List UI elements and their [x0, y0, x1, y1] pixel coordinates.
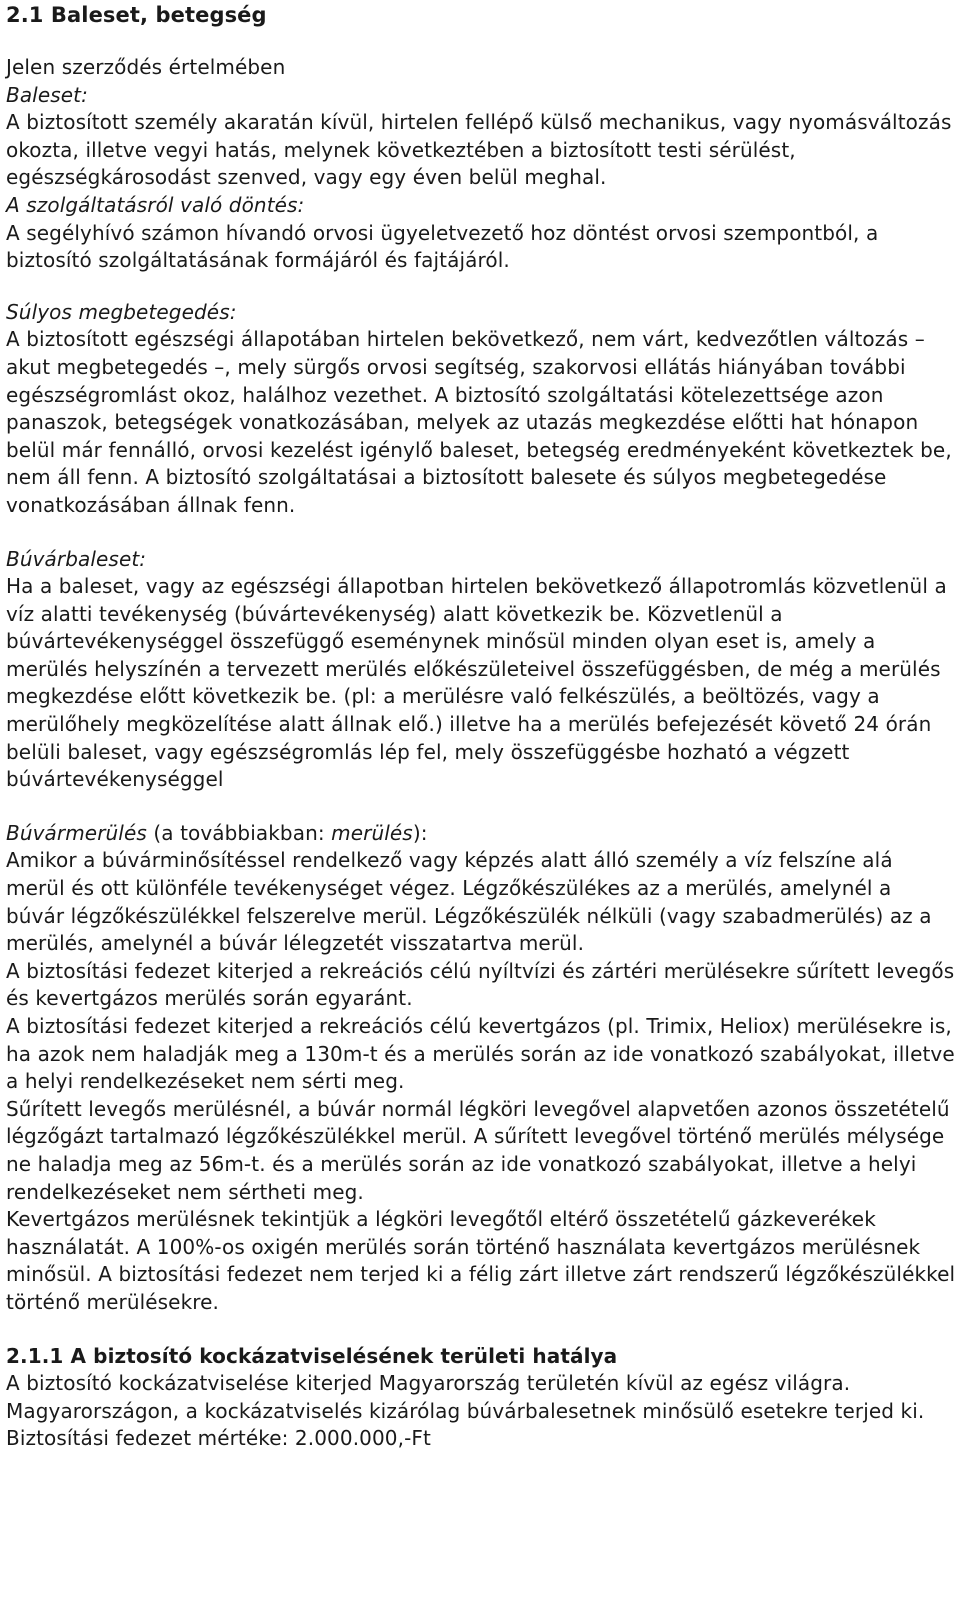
term-buvarmerules-mid: (a továbbiakban: — [146, 820, 332, 845]
definition-sulyos-megbetegedes: A biztosított egészségi állapotában hirtelen bekövetkező, nem várt, kedvezőtlen változás – akut megbetegedés –, mely sürgős orvosi segítség, szakorvosi ellátás hiányában további egészségromlást okoz, halálhoz vezethet. A biztosító szolgáltatási kötelezettsége azon panaszok, betegségek vonatkozásában, melyek az utazás megkezdése előtti hat hónapon belül már fennálló, orvosi kezelést igénylő baleset, betegség eredményeként következtek be, nem áll fenn. A biztosító szolgáltatásai a biztosított balesete és súlyos megbetegedése vonatkozásában állnak fenn. — [6, 327, 952, 517]
intro-text: Jelen szerződés értelmében — [6, 55, 286, 79]
paragraph-fedezet-1: A biztosítási fedezet kiterjed a rekreációs célú nyíltvízi és zártéri merülésekre sűrített levegős és kevertgázos merülés során egyaránt. — [6, 958, 955, 1011]
definition-buvarmerules: Amikor a búvárminősítéssel rendelkező vagy képzés alatt álló személy a víz felszíne alá merül és ott különféle tevékenységet végez. Légzőkészülékes az a merülés, amelynél a búvár légzőkészülékkel felszerelve merül. Légzőkészülék nélküli (vagy szabadmerülés) az a merülés, amelynél a búvár lélegzetét visszatartva merül. — [6, 848, 932, 956]
term-szolgaltatas-dontes: A szolgáltatásról való döntés: — [6, 192, 305, 217]
document-page — [6, 0, 956, 1453]
definition-baleset: A biztosított személy akaratán kívül, hirtelen fellépő külső mechanikus, vagy nyomásváltozás okozta, illetve vegyi hatás, melynek következtében a biztosított testi sérülést, egészségkárosodást szenved, vagy egy éven belül meghal. — [6, 110, 952, 190]
paragraph-suritett-levego: Sűrített levegős merülésnél, a búvár normál légköri levegővel alapvetően azonos összetételű légzőgázt tartalmazó légzőkészülékkel merül. A sűrített levegővel történő merülés mélysége ne haladja meg az 56m-t. és a merülés során az ide vonatkozó szabályokat, illetve a helyi rendelkezéseket nem sértheti meg. — [6, 1096, 950, 1204]
term-merules: merülés — [331, 820, 413, 845]
term-buvarbaleset: Búvárbaleset: — [6, 546, 147, 571]
term-buvarmerules-line — [6, 820, 956, 848]
definition-szolgaltatas-dontes: A segélyhívó számon hívandó orvosi ügyeletvezető hoz döntést orvosi szempontból, a biztosító szolgáltatásának formájáról és fajtájáról. — [6, 220, 879, 273]
term-buvarmerules-end: ): — [412, 820, 428, 845]
term-sulyos-megbetegedes: Súlyos megbetegedés: — [6, 299, 237, 324]
definition-buvarbaleset: Ha a baleset, vagy az egészségi állapotban hirtelen bekövetkező állapotromlás közvetlenül a víz alatti tevékenység (búvártevékenység) alatt következik be. Közvetlenül a búvártevékenységgel összefüggő eseménynek minősül minden olyan eset is, amely a merülés helyszínén a tervezett merülés előkészületeivel összefüggésben, de még a merülés megkezdése előtt következik be. (pl: a merülésre való felkészülés, a beöltözés, vagy a merülőhely megközelítése alatt állnak elő.) illetve ha a merülés befejezését követő 24 órán belüli baleset, vagy egészségromlás lép fel, mely összefüggésbe hozható a végzett búvártevékenységgel — [6, 574, 947, 792]
paragraph-fedezet-2: A biztosítási fedezet kiterjed a rekreációs célú kevertgázos (pl. Trimix, Heliox) merülésekre is, ha azok nem haladják meg a 130m-t és a merülés során az ide vonatkozó szabályokat, illetve a helyi rendelkezéseket nem sérti meg. — [6, 1014, 955, 1094]
subsection-text: A biztosító kockázatviselése kiterjed Magyarország területén kívül az egész világra. Magyarországon, a kockázatviselés kizárólag búvárbalesetnek minősülő esetekre terjed ki. Biztosítási fedezet mértéke: 2.000.000,-Ft — [6, 1371, 925, 1451]
subsection-heading: 2.1.1 A biztosító kockázatviselésének területi hatálya — [6, 1343, 618, 1368]
term-buvarmerules: Búvármerülés — [6, 820, 147, 845]
paragraph-kevertgaz: Kevertgázos merülésnek tekintjük a légköri levegőtől eltérő összetételű gázkeverékek használatát. A 100%-os oxigén merülés során történő használata kevertgázos merülésnek minősül. A biztosítási fedezet nem terjed ki a félig zárt illetve zárt rendszerű légzőkészülékkel történő merülésekre. — [6, 1207, 956, 1314]
term-baleset: Baleset: — [6, 82, 88, 107]
section-heading: 2.1 Baleset, betegség — [6, 3, 267, 27]
